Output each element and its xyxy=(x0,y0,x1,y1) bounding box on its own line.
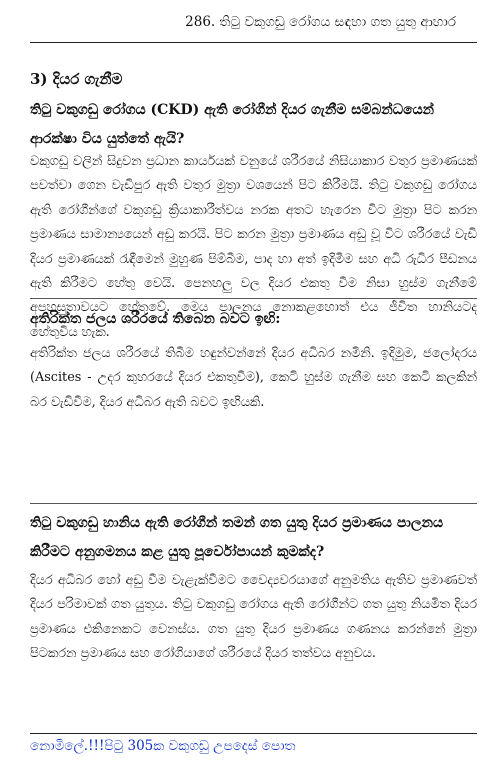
answer-fluid-precautions: දියර අධිබර හෝ අඩු වීම වැළැක්වීමට වෛද්‍යවරයාගේ අනුමතිය ඇතිව ප්‍රමාණවත් දියර පරිමාවක් ගත යුතුය. තිටු වකුගඩු රෝගය ඇති රෝගීන්ට ගත යුතු නියමිත දියර ප්‍රමාණය එකිනෙකට වෙනස්ය. ගත යුතු දියර ප්‍රමාණය ගණනය කරන්නේ මුත්‍රා පිටකරන ප්‍රමාණය සහ රෝගියාගේ ශරීරයේ දියර තත්වය අනුවය. xyxy=(30,573,477,662)
question-excess-water-signs: අතිරික්ත ජලය ශරීරයේ තිබෙන බවට ඉඟි: xyxy=(30,311,281,327)
question-fluid-precautions: තිටු වකුගඩු හානිය ඇති රෝගීන් තමන් ගත යුතු දියර ප්‍රමාණය පාලනය කිරීමට අනුගමනය කළ යුතු පූර්වෝපායන් කුමක්ද? xyxy=(30,515,444,560)
section-divider xyxy=(30,298,477,299)
section-heading: 3) දියර ගැනීම xyxy=(30,70,123,88)
section-divider xyxy=(30,503,477,504)
answer-why-fluid-care: වකුගඩු වලින් සිදුවන ප්‍රධාන කාර්යයක් වනුයේ ශරීරයේ නිසියාකාර වතුර ප්‍රමාණයක් පවත්වා ගෙන වැඩිපුර ඇති වතුර මුත්‍රා වශයෙන් පිට කිරීමයි. තිටු වකුගඩු රෝගය ඇති රෝගීන්ගේ වකුගඩු ක්‍රියාකාරීත්වය නරක අතට හැරෙන විට මුත්‍රා පිට කරන ප්‍රමාණය සාමාන්‍යයෙන් අඩු කරයි. පිට කරන මුත්‍රා ප්‍රමාණය අඩු වූ විට ශරීරයේ වැඩි දියර ප්‍රමාණයක් රැඳීමෙන් මුහුණ පිම්බීම, පාද හා අත් ඉදිමීම සහ අධි රුධිර පීඩනය ඇති කිරීමට හේතු වෙයි. පෙනහලු වල දියර එකතු වීම නිසා හුස්ම ගැනීමේ අපහසුතාවයට හේතුවේ. මෙය පාලනය නොකළහොත් එය ජීවිත හානියටද හේතුවිය හැක. xyxy=(30,154,477,340)
footer-promo-text: නොමිලේ.!!!පිටු 305ක වකුගඩු උපදෙස් පොත xyxy=(30,738,296,754)
question-why-fluid-care: තිටු වකුගඩු රෝගය (CKD) ඇති රෝගීන් දියර ගැනීම සම්බන්ධයෙන් ආරක්ෂා විය යුත්තේ ඇයි? xyxy=(30,102,435,147)
answer-excess-water-signs: අතිරික්ත ජලය ශරීරයේ තිබීම හඳුන්වන්නේ දියර අධිබර නමිනි. ඉදිමුම, ජලෝදරය (Ascites - උදර කුහරයේ දියර එකතුවීම), කෙටි හුස්ම ගැනීම සහ කෙටි කලකින් බර වැඩිවීම, දියර අධිබර ඇති බවට ඉඟියකි. xyxy=(30,346,477,410)
footer-divider xyxy=(30,733,477,734)
header-divider xyxy=(30,42,477,43)
page-header: 286. තිටු වකුගඩු රෝගය සඳහා ගත යුතු ආහාර xyxy=(185,14,456,30)
